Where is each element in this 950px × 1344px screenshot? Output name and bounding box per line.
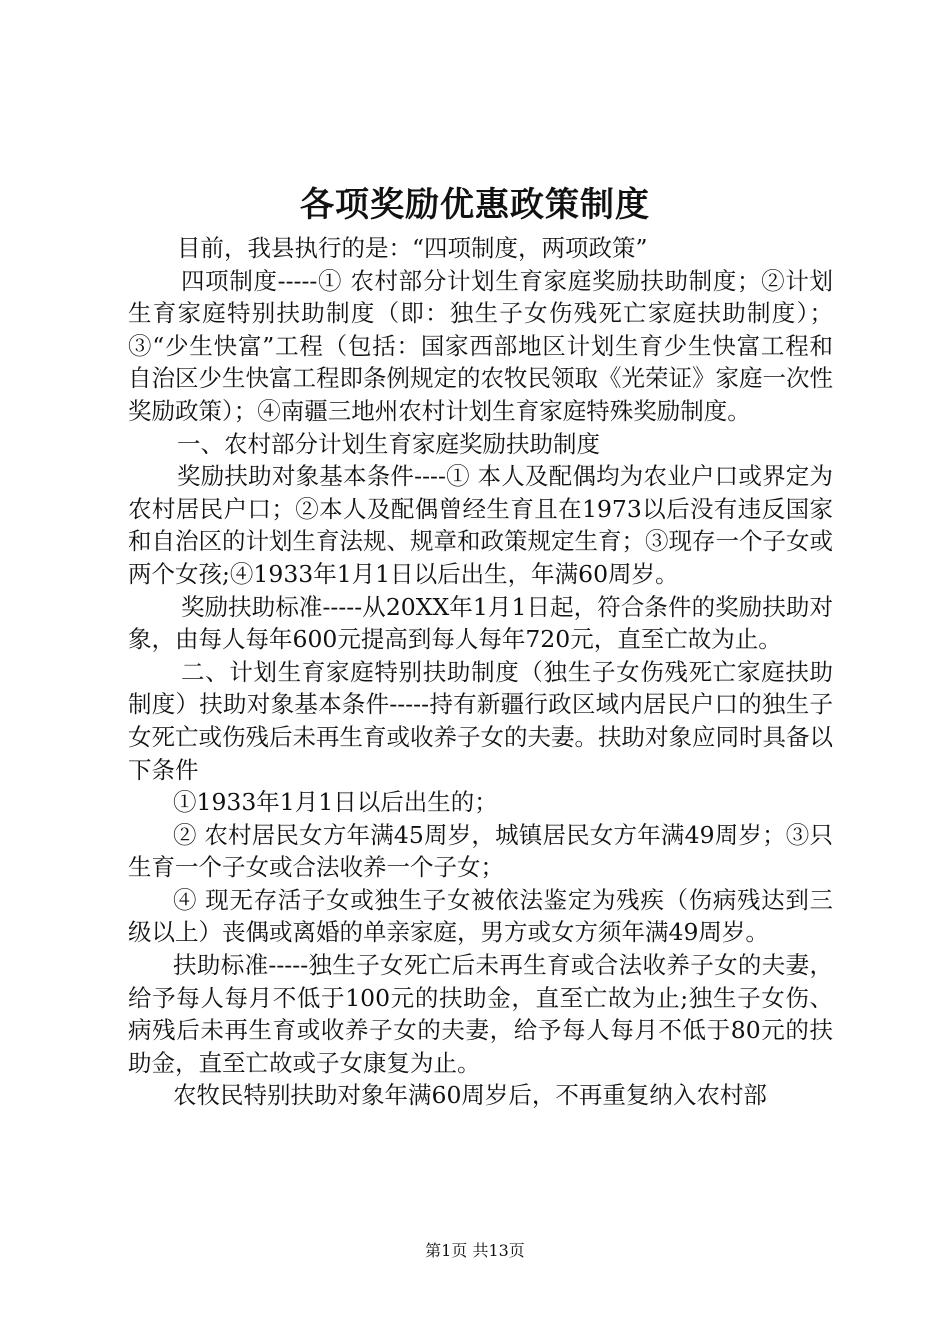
document-title: 各项奖励优惠政策制度 [300, 185, 650, 225]
list-item-condition-1: ①1933年1月1日以后出生的； [173, 788, 498, 817]
list-item-condition-2: ② 农村居民女方年满45周岁，城镇居民女方年满49周岁；③只生育一个子女或合法收养一个子女； [128, 820, 833, 882]
paragraph-support-standard: 扶助标准-----独生子女死亡后未再生育或合法收养子女的夫妻，给予每人每月不低于100元的扶助金，直至亡故为止;独生子女伤、病残后未再生育或收养子女的夫妻，给予每人每月不低于80元的扶助金，直至亡故或子女康复为止。 [128, 951, 833, 1077]
paragraph-continuation: 农牧民特别扶助对象年满60周岁后，不再重复纳入农村部 [173, 1081, 767, 1110]
list-item-condition-4: ④ 现无存活子女或独生子女被依法鉴定为残疾（伤病残达到三级以上）丧偶或离婚的单亲家庭，男方或女方须年满49周岁。 [128, 885, 833, 947]
paragraph-reward-standard: 奖励扶助标准-----从20XX年1月1日起，符合条件的奖励扶助对象，由每人每年600元提高到每人每年720元，直至亡故为止。 [128, 592, 833, 654]
paragraph-four-systems: 四项制度-----① 农村部分计划生育家庭奖励扶助制度；②计划生育家庭特别扶助制度（即：独生子女伤残死亡家庭扶助制度）；③“少生快富”工程（包括：国家西部地区计划生育少生快富工程和自治区少生快富工程即条例规定的农牧民领取《光荣证》家庭一次性奖励政策）；④南疆三地州农村计划生育家庭特殊奖励制度。 [128, 266, 833, 425]
paragraph-intro: 目前，我县执行的是：“四项制度，两项政策” [177, 234, 648, 262]
section-heading-1: 一、农村部分计划生育家庭奖励扶助制度 [177, 429, 600, 458]
paragraph-reward-conditions: 奖励扶助对象基本条件----① 本人及配偶均为农业户口或界定为农村居民户口；②本人及配偶曾经生育且在1973以后没有违反国家和自治区的计划生育法规、规章和政策规定生育；③现存一个子女或两个女孩;④1933年1月1日以后出生，年满60周岁。 [128, 462, 833, 588]
section-heading-2: 二、计划生育家庭特别扶助制度（独生子女伤残死亡家庭扶助制度）扶助对象基本条件-----持有新疆行政区域内居民户口的独生子女死亡或伤残后未再生育或收养子女的夫妻。扶助对象应同时具备以下条件 [128, 657, 833, 784]
page-footer: 第1页 共13页 [425, 1241, 525, 1260]
document-body [128, 232, 833, 1112]
